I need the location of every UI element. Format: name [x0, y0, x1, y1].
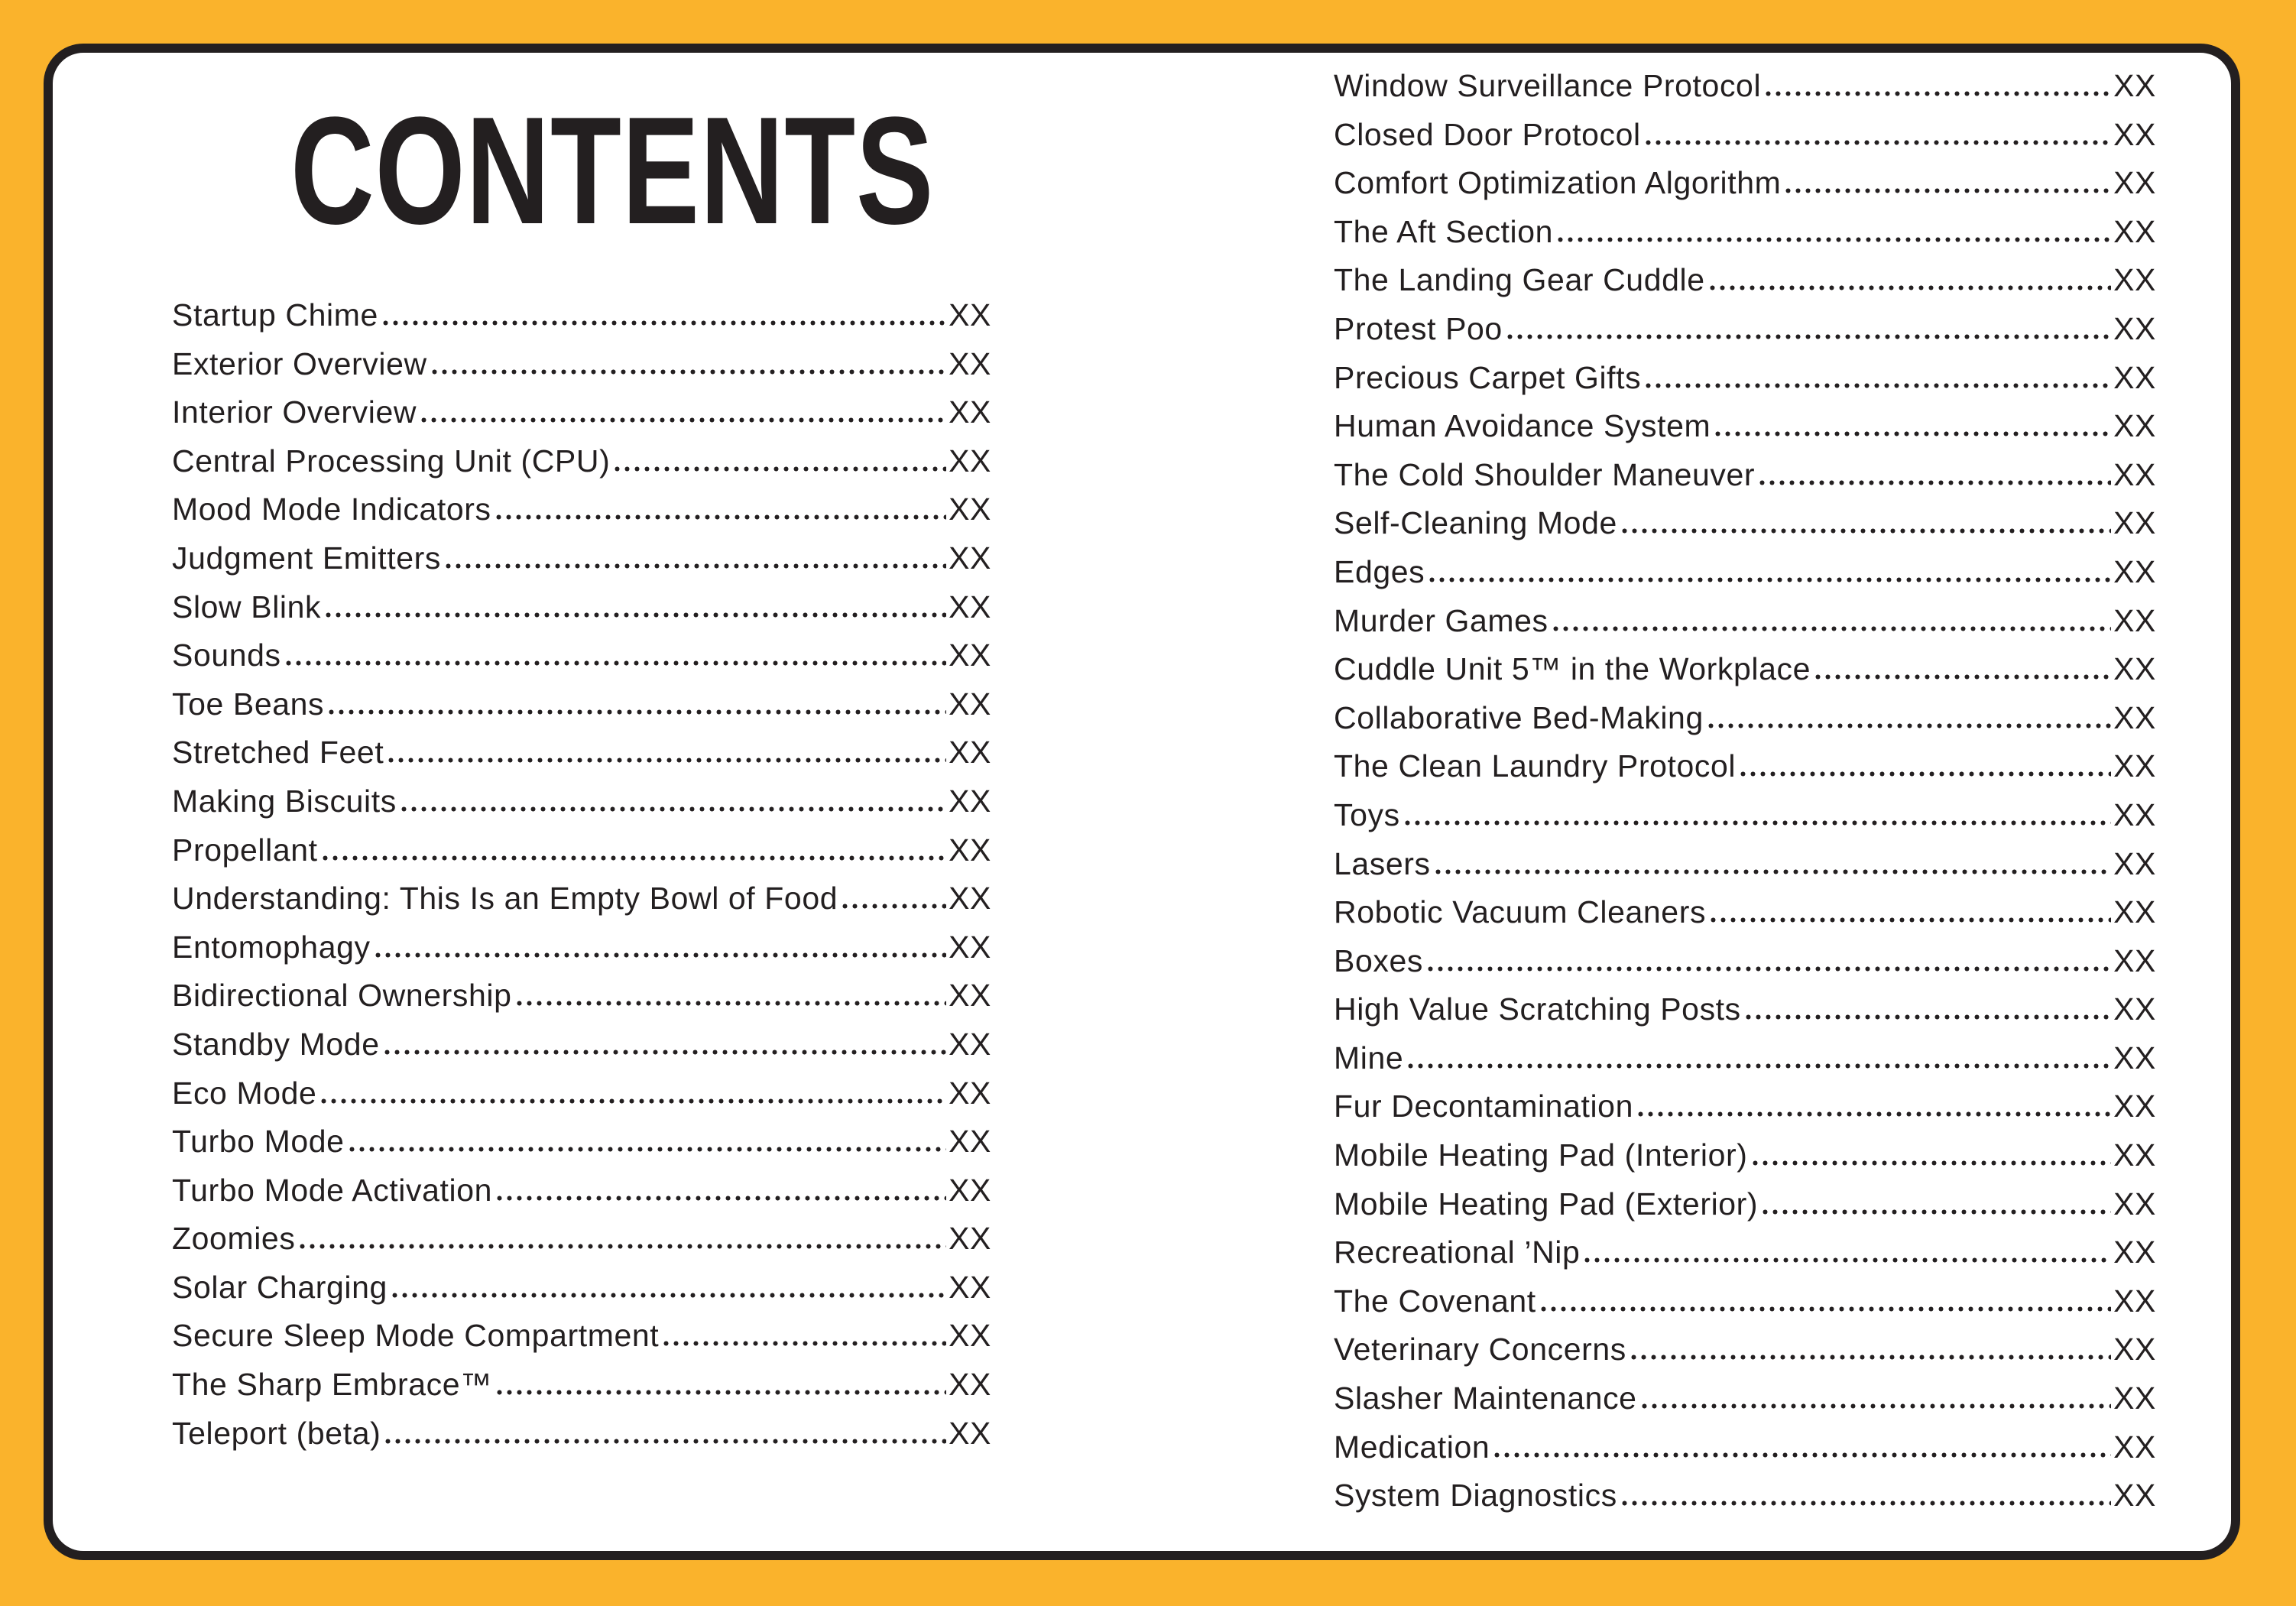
toc-entry — [1334, 1471, 2156, 1520]
toc-entry — [172, 1361, 991, 1410]
dot-leader — [430, 369, 946, 375]
toc-entry-page: XX — [2113, 1381, 2156, 1416]
toc-entry-label: Judgment Emitters — [172, 540, 441, 576]
toc-entry-label: Collaborative Bed-Making — [1334, 699, 1704, 735]
dot-leader — [297, 1244, 946, 1249]
toc-entry-page: XX — [949, 1415, 991, 1451]
toc-entry — [1334, 354, 2156, 403]
toc-entry-page: XX — [949, 346, 991, 381]
dot-leader — [1636, 1111, 2111, 1117]
dot-leader — [1643, 140, 2111, 145]
dot-leader — [1433, 869, 2111, 874]
toc-entry-label: Cuddle Unit 5™ in the Workplace — [1334, 651, 1811, 687]
dot-leader — [840, 904, 946, 909]
toc-entry — [1334, 159, 2156, 208]
toc-entry — [1334, 985, 2156, 1034]
dot-leader — [399, 806, 946, 812]
toc-entry-label: Veterinary Concerns — [1334, 1332, 1626, 1368]
toc-entry-page: XX — [949, 1075, 991, 1111]
toc-entry — [1334, 548, 2156, 597]
toc-entry-page: XX — [2113, 165, 2156, 201]
toc-entry-page: XX — [949, 978, 991, 1014]
toc-entry-label: Turbo Mode Activation — [172, 1172, 493, 1208]
toc-entry-label: The Aft Section — [1334, 213, 1554, 249]
toc-entry-page: XX — [949, 297, 991, 333]
dot-leader — [1555, 237, 2111, 242]
toc-entry-label: Human Avoidance System — [1334, 408, 1711, 444]
toc-entry — [172, 583, 991, 632]
toc-entry — [172, 1410, 991, 1458]
toc-entry-page: XX — [2113, 699, 2156, 735]
toc-entry-page: XX — [949, 394, 991, 430]
toc-entry — [1334, 402, 2156, 451]
dot-leader — [1706, 723, 2111, 728]
toc-entry-page: XX — [949, 540, 991, 576]
toc-entry — [1334, 256, 2156, 305]
toc-entry — [172, 437, 991, 486]
dot-leader — [1425, 966, 2111, 972]
dot-leader — [1760, 1209, 2111, 1215]
toc-entry — [172, 1069, 991, 1118]
toc-entry-label: The Cold Shoulder Maneuver — [1334, 456, 1756, 492]
toc-entry-label: Medication — [1334, 1429, 1490, 1465]
toc-entry-page: XX — [949, 1124, 991, 1160]
toc-entry — [1334, 111, 2156, 160]
dot-leader — [1406, 1063, 2111, 1069]
toc-entry-page: XX — [2113, 651, 2156, 687]
dot-leader — [1783, 188, 2111, 193]
toc-entry-label: Bidirectional Ownership — [172, 978, 512, 1014]
toc-entry-page: XX — [2113, 1040, 2156, 1076]
toc-entry — [1334, 1423, 2156, 1472]
toc-entry — [172, 826, 991, 875]
toc-entry-page: XX — [949, 1318, 991, 1354]
toc-entry-page: XX — [2113, 1186, 2156, 1222]
toc-entry-page: XX — [2113, 1429, 2156, 1465]
toc-entry-page: XX — [2113, 991, 2156, 1027]
toc-entry-page: XX — [949, 1172, 991, 1208]
toc-entry-label: Sounds — [172, 638, 281, 673]
dot-leader — [1713, 431, 2111, 436]
toc-entry-page: XX — [2113, 1332, 2156, 1368]
toc-entry-label: The Sharp Embrace™ — [172, 1367, 492, 1403]
contents-page — [44, 44, 2240, 1560]
toc-entry — [1334, 888, 2156, 937]
toc-entry — [1334, 694, 2156, 743]
toc-entry-label: Eco Mode — [172, 1075, 317, 1111]
dot-leader — [495, 1390, 946, 1395]
toc-entry-label: Mood Mode Indicators — [172, 492, 491, 527]
toc-entry — [1334, 305, 2156, 354]
toc-entry — [1334, 1034, 2156, 1083]
toc-entry-page: XX — [2113, 797, 2156, 832]
toc-entry-label: Window Surveillance Protocol — [1334, 68, 1762, 103]
toc-entry — [1334, 451, 2156, 500]
toc-entry-label: Toys — [1334, 797, 1400, 832]
toc-entry — [172, 972, 991, 1020]
toc-entry-label: Interior Overview — [172, 394, 417, 430]
toc-entry-label: Slow Blink — [172, 589, 322, 625]
dot-leader — [383, 1439, 946, 1444]
toc-entry — [1334, 597, 2156, 646]
toc-entry-page: XX — [2113, 408, 2156, 444]
toc-entry — [172, 1264, 991, 1312]
toc-entry — [172, 291, 991, 340]
toc-entry — [1334, 1277, 2156, 1326]
toc-entry — [172, 923, 991, 972]
dot-leader — [612, 466, 946, 472]
dot-leader — [1427, 577, 2111, 582]
toc-entry — [1334, 208, 2156, 257]
toc-entry-label: Startup Chime — [172, 297, 378, 333]
toc-entry-label: Turbo Mode — [172, 1124, 345, 1160]
toc-entry-label: Zoomies — [172, 1221, 296, 1257]
toc-entry — [1334, 645, 2156, 694]
dot-leader — [1539, 1306, 2111, 1312]
dot-leader — [1763, 91, 2111, 96]
toc-entry-page: XX — [2113, 68, 2156, 103]
toc-entry-page: XX — [2113, 553, 2156, 589]
toc-entry-page: XX — [2113, 845, 2156, 881]
toc-entry-page: XX — [2113, 310, 2156, 346]
toc-entry — [1334, 499, 2156, 548]
toc-entry — [172, 534, 991, 583]
toc-entry-page: XX — [2113, 456, 2156, 492]
toc-entry-page: XX — [2113, 359, 2156, 395]
dot-leader — [319, 1098, 946, 1104]
toc-entry — [172, 1166, 991, 1215]
toc-left-column — [172, 291, 991, 1458]
toc-entry-label: Mobile Heating Pad (Interior) — [1334, 1137, 1748, 1173]
toc-entry-label: Self-Cleaning Mode — [1334, 505, 1617, 541]
dot-leader — [284, 660, 946, 666]
toc-entry-label: Robotic Vacuum Cleaners — [1334, 894, 1707, 930]
dot-leader — [1505, 334, 2111, 339]
toc-entry-page: XX — [2113, 262, 2156, 298]
toc-entry-label: Recreational ’Nip — [1334, 1235, 1581, 1270]
page-title: CONTENTS — [290, 86, 935, 256]
dot-leader — [1620, 528, 2111, 534]
toc-right-column — [1334, 62, 2156, 1520]
toc-entry — [1334, 1325, 2156, 1374]
toc-entry — [1334, 1082, 2156, 1131]
toc-entry-page: XX — [949, 443, 991, 479]
toc-entry-page: XX — [949, 686, 991, 722]
toc-entry-label: Standby Mode — [172, 1026, 380, 1062]
toc-entry-label: Toe Beans — [172, 686, 325, 722]
toc-entry-label: Slasher Maintenance — [1334, 1381, 1637, 1416]
dot-leader — [1629, 1355, 2111, 1360]
dot-leader — [326, 709, 946, 715]
toc-entry — [1334, 1374, 2156, 1423]
toc-entry-label: Making Biscuits — [172, 783, 397, 819]
toc-entry-label: Solar Charging — [172, 1269, 388, 1305]
dot-leader — [1403, 820, 2111, 826]
dot-leader — [390, 1293, 946, 1298]
toc-entry-page: XX — [949, 492, 991, 527]
toc-entry-page: XX — [2113, 1478, 2156, 1514]
toc-entry — [1334, 937, 2156, 986]
toc-entry-label: Propellant — [172, 832, 318, 868]
toc-entry-page: XX — [949, 1367, 991, 1403]
toc-entry-page: XX — [949, 881, 991, 917]
dot-leader — [1757, 480, 2111, 485]
toc-entry-label: Stretched Feet — [172, 735, 384, 771]
toc-entry-page: XX — [949, 832, 991, 868]
toc-entry-page: XX — [2113, 1137, 2156, 1173]
dot-leader — [1743, 1014, 2111, 1020]
toc-entry-page: XX — [2113, 943, 2156, 978]
toc-entry — [1334, 742, 2156, 791]
toc-entry-page: XX — [2113, 602, 2156, 638]
toc-entry — [172, 485, 991, 534]
toc-entry — [172, 777, 991, 826]
toc-entry-page: XX — [2113, 1235, 2156, 1270]
toc-entry-label: Teleport (beta) — [172, 1415, 381, 1451]
toc-entry-page: XX — [2113, 116, 2156, 152]
dot-leader — [323, 612, 946, 618]
toc-entry-page: XX — [949, 1221, 991, 1257]
dot-leader — [419, 417, 946, 423]
toc-entry — [172, 680, 991, 729]
toc-entry-label: Protest Poo — [1334, 310, 1503, 346]
dot-leader — [1707, 285, 2111, 290]
toc-entry-page: XX — [2113, 1089, 2156, 1124]
toc-entry — [1334, 840, 2156, 889]
toc-entry-label: Central Processing Unit (CPU) — [172, 443, 611, 479]
toc-entry — [1334, 62, 2156, 111]
toc-entry — [172, 1118, 991, 1166]
toc-entry-page: XX — [2113, 505, 2156, 541]
toc-entry — [1334, 1180, 2156, 1229]
dot-leader — [1492, 1452, 2111, 1458]
dot-leader — [1551, 626, 2111, 631]
toc-entry-label: Understanding: This Is an Empty Bowl of Food — [172, 881, 838, 917]
dot-leader — [381, 320, 946, 326]
dot-leader — [382, 1050, 946, 1055]
toc-entry — [172, 1215, 991, 1264]
dot-leader — [320, 855, 946, 861]
dot-leader — [1708, 917, 2111, 923]
dot-leader — [373, 952, 946, 958]
dot-leader — [1813, 674, 2111, 680]
toc-entry-label: Murder Games — [1334, 602, 1549, 638]
toc-entry-label: Fur Decontamination — [1334, 1089, 1633, 1124]
toc-entry-page: XX — [949, 1269, 991, 1305]
toc-entry-label: High Value Scratching Posts — [1334, 991, 1741, 1027]
toc-entry-page: XX — [949, 783, 991, 819]
dot-leader — [347, 1147, 947, 1152]
dot-leader — [386, 758, 946, 763]
toc-entry-label: Mine — [1334, 1040, 1404, 1076]
toc-entry — [1334, 791, 2156, 840]
dot-leader — [495, 1196, 946, 1201]
toc-entry-label: Precious Carpet Gifts — [1334, 359, 1642, 395]
toc-entry-page: XX — [949, 929, 991, 965]
toc-entry — [172, 631, 991, 680]
toc-entry — [172, 388, 991, 437]
toc-entry-page: XX — [949, 638, 991, 673]
toc-entry-label: Boxes — [1334, 943, 1423, 978]
toc-entry — [172, 728, 991, 777]
toc-entry-label: The Clean Laundry Protocol — [1334, 748, 1737, 784]
dot-leader — [1639, 1403, 2112, 1409]
toc-entry-label: Closed Door Protocol — [1334, 116, 1641, 152]
toc-entry-label: System Diagnostics — [1334, 1478, 1617, 1514]
dot-leader — [1582, 1257, 2111, 1263]
toc-entry-label: Mobile Heating Pad (Exterior) — [1334, 1186, 1759, 1222]
toc-entry-label: Lasers — [1334, 845, 1431, 881]
toc-entry-label: The Landing Gear Cuddle — [1334, 262, 1705, 298]
toc-entry-label: Comfort Optimization Algorithm — [1334, 165, 1782, 201]
dot-leader — [443, 563, 946, 569]
toc-entry-label: Edges — [1334, 553, 1425, 589]
toc-entry-label: Entomophagy — [172, 929, 371, 965]
toc-entry — [1334, 1131, 2156, 1180]
toc-entry-label: Secure Sleep Mode Compartment — [172, 1318, 660, 1354]
dot-leader — [1643, 383, 2111, 388]
dot-leader — [1738, 771, 2111, 777]
toc-entry — [1334, 1228, 2156, 1277]
toc-entry-page: XX — [2113, 1283, 2156, 1319]
dot-leader — [661, 1341, 946, 1346]
toc-entry — [172, 340, 991, 389]
dot-leader — [1750, 1160, 2112, 1166]
toc-entry-label: Exterior Overview — [172, 346, 427, 381]
toc-entry-page: XX — [949, 735, 991, 771]
dot-leader — [514, 1001, 947, 1006]
toc-entry-page: XX — [2113, 894, 2156, 930]
toc-entry — [172, 874, 991, 923]
toc-entry-page: XX — [2113, 213, 2156, 249]
dot-leader — [494, 514, 946, 520]
toc-entry-page: XX — [949, 1026, 991, 1062]
toc-entry-page: XX — [2113, 748, 2156, 784]
toc-entry-label: The Covenant — [1334, 1283, 1536, 1319]
toc-entry — [172, 1020, 991, 1069]
toc-entry — [172, 1312, 991, 1361]
dot-leader — [1620, 1501, 2111, 1506]
toc-entry-page: XX — [949, 589, 991, 625]
